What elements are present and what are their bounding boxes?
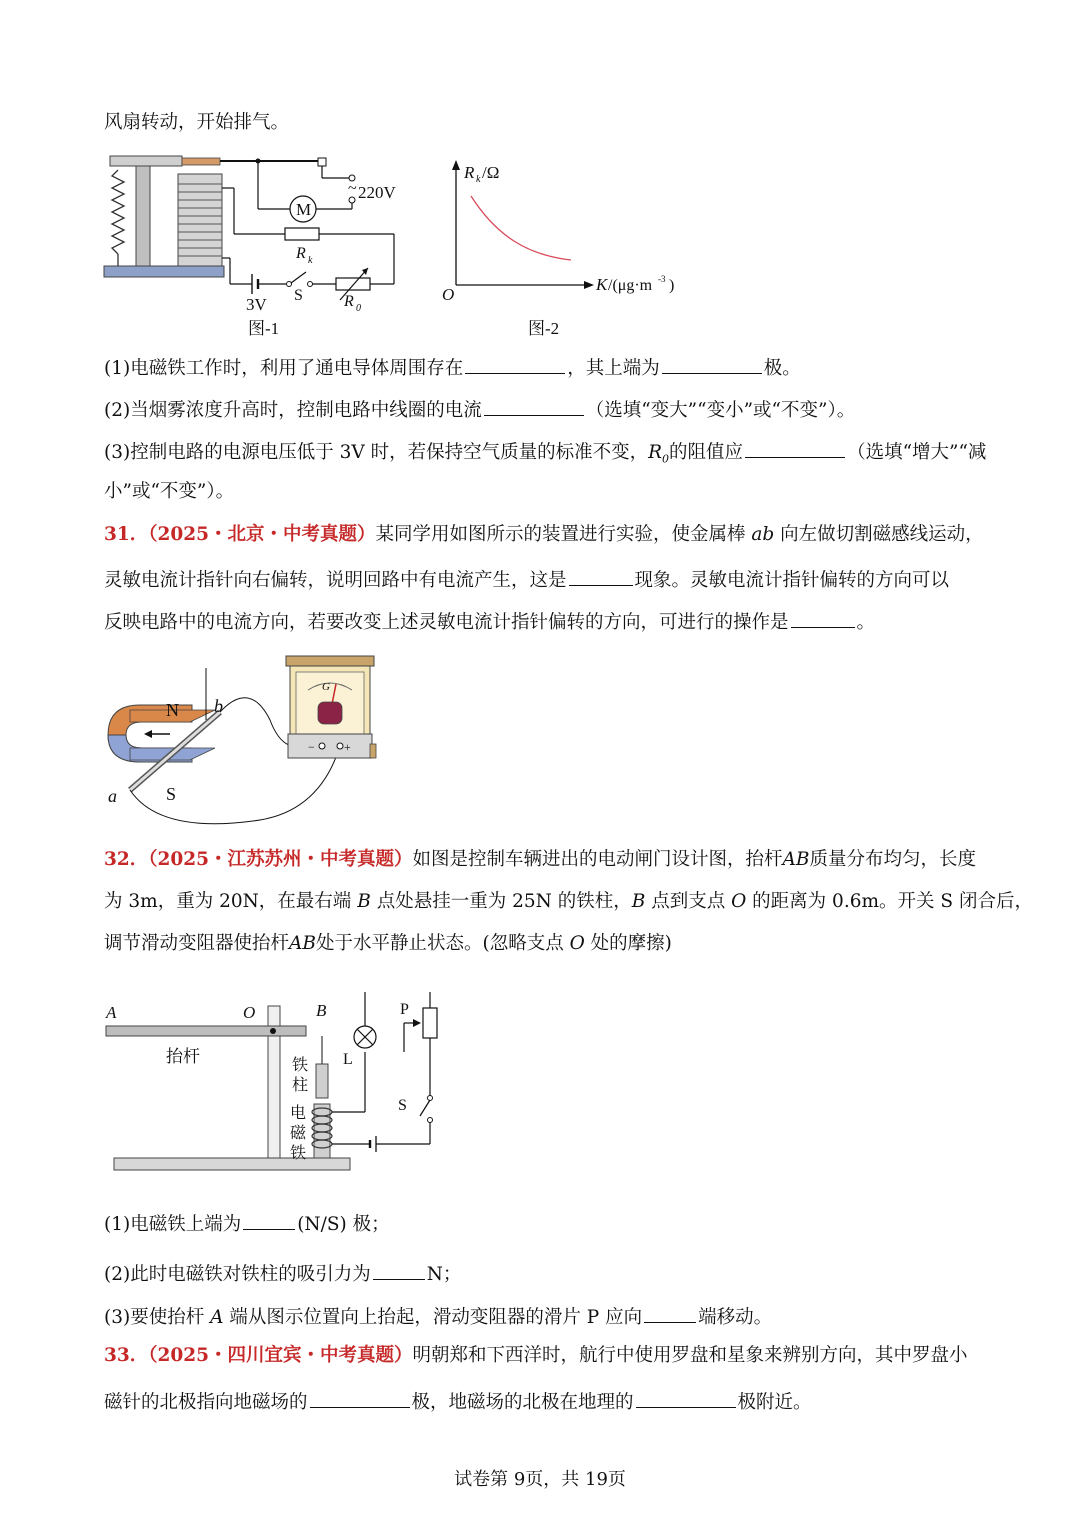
battery-3v: 3V <box>246 295 267 314</box>
label-b: b <box>214 696 223 716</box>
q33-line1: 33．（2025・四川宜宾・中考真题）明朝郑和下西洋时，航行中使用罗盘和星象来辨别方向，其中罗盘小 <box>104 1345 968 1366</box>
svg-text:): ) <box>669 277 675 294</box>
svg-text:柱: 柱 <box>292 1077 309 1094</box>
q31-line3: 反映电路中的电流方向，若要改变上述灵敏电流计指针偏转的方向，可进行的操作是 。 <box>104 607 875 635</box>
page-footer: 试卷第 9页，共 19页 <box>454 1469 626 1490</box>
resistor-r0 <box>336 278 370 290</box>
q30-part2: (2)当烟雾浓度升高时，控制电路中线圈的电流 （选填“变大”“变小”或“不变”）。 <box>104 395 855 423</box>
intro-line: 风扇转动，开始排气。 <box>104 112 290 133</box>
answer-blank[interactable] <box>745 437 845 458</box>
fig2-caption: 图-2 <box>528 319 560 338</box>
svg-text:磁: 磁 <box>290 1125 307 1142</box>
q32-line3: 调节滑动变阻器使抬杆AB处于水平静止状态。(忽略支点 O 处的摩擦) <box>104 933 672 954</box>
q30-part1: (1)电磁铁工作时，利用了通电导体周围存在 ，其上端为 极。 <box>104 353 801 381</box>
svg-text:铁: 铁 <box>290 1145 307 1162</box>
figure-q31-induction <box>100 650 390 830</box>
resistor-rk <box>285 228 319 240</box>
y-axis-label: R <box>464 163 475 182</box>
answer-blank[interactable] <box>636 1387 736 1408</box>
origin-label: O <box>442 285 455 304</box>
svg-text:/(μg·m: /(μg·m <box>608 277 653 294</box>
answer-blank[interactable] <box>569 565 633 586</box>
fig1-caption: 图-1 <box>248 319 280 338</box>
svg-text:电: 电 <box>290 1105 307 1122</box>
voltage-220v: 220V <box>358 183 396 202</box>
label-a: a <box>108 786 117 806</box>
figure-2-graph <box>436 150 686 345</box>
q31-number: 31．（2025・北京・中考真题） <box>104 524 376 545</box>
pivot-o <box>270 1028 276 1034</box>
switch2-label: S <box>398 1097 407 1114</box>
galvanometer-g: G <box>322 681 330 693</box>
x-axis-label: K <box>596 275 608 294</box>
q32-part1: (1)电磁铁上端为 (N/S) 极； <box>104 1209 390 1237</box>
spring <box>112 170 124 254</box>
armature-bar <box>110 156 182 166</box>
svg-text:铁: 铁 <box>292 1057 309 1074</box>
rk-curve <box>471 196 571 260</box>
gate-base <box>114 1158 350 1170</box>
q30-part3: (3)控制电路的电源电压低于 3V 时，若保持空气质量的标准不变，$R_0$的阻值应 （选填“增大”“减 <box>104 437 986 472</box>
svg-text:k: k <box>476 174 481 185</box>
figure-q32-gate <box>100 992 460 1182</box>
q30-part3-cont: 小”或“不变”）。 <box>104 481 235 502</box>
svg-text:+: + <box>344 740 351 754</box>
q32-part2: (2)此时电磁铁对铁柱的吸引力为 N； <box>104 1259 461 1287</box>
contact-strip <box>182 158 220 165</box>
lever-label: 抬杆 <box>166 1047 200 1066</box>
switch-s2 <box>420 1100 430 1116</box>
q32-part3: (3)要使抬杆 A 端从图示位置向上抬起，滑动变阻器的滑片 P 应向 端移动。 <box>104 1302 772 1330</box>
q32-number: 32．（2025・江苏苏州・中考真题） <box>104 849 413 870</box>
q32-line1: 32．（2025・江苏苏州・中考真题）如图是控制车辆进出的电动闸门设计图，抬杆AB质量分布均匀，长度 <box>104 849 976 870</box>
galvanometer <box>286 656 374 666</box>
svg-text:-3: -3 <box>658 274 666 284</box>
answer-blank[interactable] <box>484 395 584 416</box>
ac-symbol: ~ <box>348 180 357 197</box>
svg-text:0: 0 <box>356 303 361 314</box>
pole-n: N <box>166 700 179 720</box>
answer-blank[interactable] <box>791 607 855 628</box>
svg-text:/Ω: /Ω <box>482 163 500 182</box>
pole-s: S <box>166 784 177 804</box>
answer-blank[interactable] <box>373 1259 425 1280</box>
electromagnet-coil <box>178 174 222 266</box>
slider-label: P <box>400 1001 409 1018</box>
rheostat <box>423 1008 437 1038</box>
armature-post <box>136 162 150 266</box>
q33-line2: 磁针的北极指向地磁场的 极，地磁场的北极在地理的 极附近。 <box>104 1387 812 1415</box>
label-b-point: B <box>316 1001 327 1020</box>
figure-1-circuit <box>100 148 420 343</box>
iron-column <box>316 1064 328 1098</box>
q32-line2: 为 3m，重为 20N，在最右端 B 点处悬挂一重为 25N 的铁柱，B 点到支点 O 的距离为 0.6m。开关 S 闭合后， <box>104 891 1033 912</box>
answer-blank[interactable] <box>465 353 565 374</box>
motor-label: M <box>296 200 312 219</box>
svg-text:k: k <box>308 255 313 266</box>
svg-text:−: − <box>308 740 315 754</box>
base-plate <box>104 266 224 277</box>
answer-blank[interactable] <box>644 1302 696 1323</box>
answer-blank[interactable] <box>662 353 762 374</box>
answer-blank[interactable] <box>243 1209 295 1230</box>
label-o-point: O <box>243 1003 256 1022</box>
answer-blank[interactable] <box>310 1387 410 1408</box>
switch-s <box>291 272 306 283</box>
q33-number: 33．（2025・四川宜宾・中考真题） <box>104 1345 413 1366</box>
r0-label: R <box>344 293 354 310</box>
slider-p <box>413 1019 421 1027</box>
lamp-label: L <box>343 1051 353 1068</box>
switch-label: S <box>294 287 303 304</box>
q31-line2: 灵敏电流计指针向右偏转，说明回路中有电流产生，这是 现象。灵敏电流计指针偏转的方向可以 <box>104 565 949 593</box>
rk-label: R <box>296 245 306 262</box>
q31-line1: 31．（2025・北京・中考真题）某同学用如图所示的装置进行实验，使金属棒 ab 向左做切割磁感线运动， <box>104 524 984 545</box>
label-a-point: A <box>106 1003 117 1022</box>
